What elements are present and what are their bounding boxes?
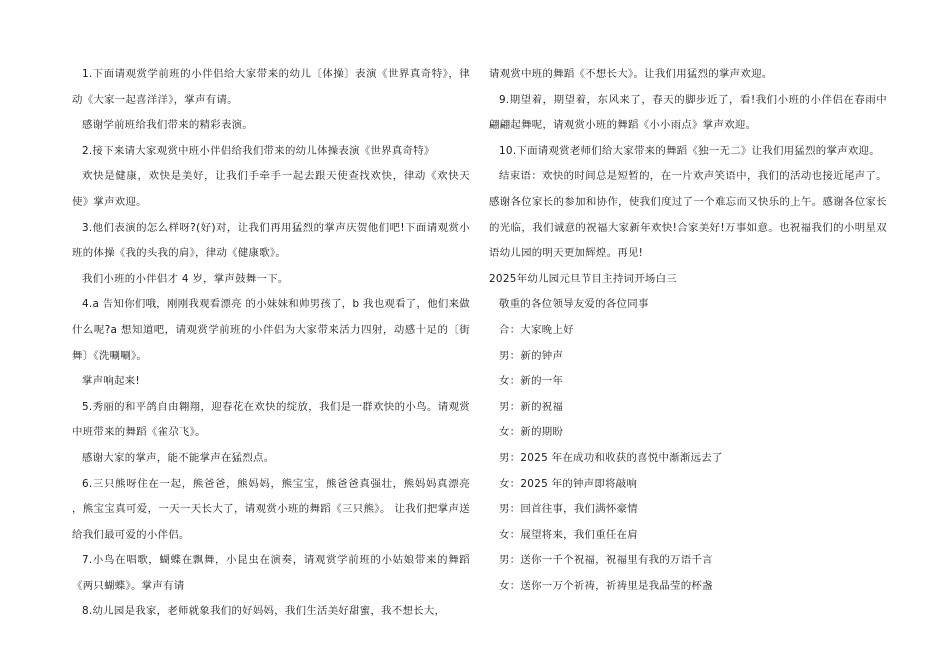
right-column (489, 62, 887, 599)
left-column (72, 62, 470, 625)
paragraph: 9.期望着，期望着，东风来了，春天的脚步近了，看!我们小班的小伴侣在春雨中翩翩起舞呢，请观赏小班的舞蹈《小小雨点》掌声欢迎。 (489, 93, 887, 132)
paragraph: 掌声响起来! (82, 375, 140, 388)
paragraph: 1.下面请观赏学前班的小伴侣给大家带来的幼儿〔体操〕表演《世界真奇特》，律动《大家一起喜洋洋》，掌声有请。 (72, 68, 470, 106)
dialogue-line: 女：展望将来，我们重任在肩 (499, 528, 638, 541)
dialogue-line: 女：2025 年的钟声即将敲响 (499, 477, 638, 490)
paragraph: 8.幼儿园是我家，老师就象我们的好妈妈，我们生活美好甜蜜，我不想长大， (82, 605, 446, 618)
dialogue-line: 男：新的祝福 (499, 400, 564, 413)
paragraph: 4.a 告知你们哦，刚刚我观看漂亮 的小妹妹和帅男孩了，b 我也观看了，他们来做什么呢?a 想知道吧，请观赏学前班的小伴侣为大家带来活力四射，动感十足的〔街舞〕《洗唰唰》。 (72, 298, 470, 362)
paragraph: 感谢大家的掌声，能不能掌声在猛烈点。 (82, 451, 275, 464)
paragraph: 7.小鸟在唱歌，蝴蝶在飘舞，小昆虫在演奏，请观赏学前班的小姑娘带来的舞蹈《两只蝴蝶》。掌声有请 (72, 554, 470, 592)
dialogue-line: 女：送你一万个祈祷，祈祷里是我晶莹的杯盏 (499, 579, 713, 592)
dialogue-line: 男：送你一千个祝福，祝福里有我的万语千言 (499, 554, 713, 567)
dialogue-line: 男：新的钟声 (499, 349, 564, 362)
paragraph: 请观赏中班的舞蹈《不想长大》。让我们用猛烈的掌声欢迎。 (489, 68, 773, 80)
closing-remarks: 结束语：欢快的时间总是短暂的，在一片欢声笑语中，我们的活动也接近尾声了。感谢各位家长的参加和协作，使我们度过了一个难忘而又快乐的上午。感谢各位家长的光临，我们诚意的祝福大家新年欢快!合家美好!万事如意。也祝福我们的小明星双语幼儿园的明天更加辉煌。再见! (489, 170, 887, 260)
paragraph: 欢快是健康，欢快是美好，让我们手牵手一起去跟天使查找欢快，律动《欢快天使》掌声欢迎。 (72, 170, 470, 208)
paragraph: 5.秀丽的和平鸽自由翱翔，迎春花在欢快的绽放，我们是一群欢快的小鸟。请观赏中班带来的舞蹈《雀尕飞》。 (72, 400, 470, 439)
paragraph: 感谢学前班给我们带来的精彩表演。 (82, 119, 254, 132)
dialogue-line: 男：回首往事，我们满怀豪情 (499, 503, 638, 516)
paragraph: 我们小班的小伴侣才 4 岁，掌声鼓舞一下。 (82, 272, 289, 285)
paragraph: 6.三只熊呀住在一起，熊爸爸，熊妈妈，熊宝宝，熊爸爸真强壮，熊妈妈真漂亮 ，熊宝宝真可爱，一天一天长大了，请观赏小班的舞蹈《三只熊》。 让我们把掌声送给我们最可爱的小伴侣。 (72, 477, 470, 541)
section-heading: 2025年幼儿园元旦节目主持词开场白三 (489, 272, 678, 285)
dialogue-line: 女：新的期盼 (499, 426, 564, 439)
greeting-line: 敬重的各位领导友爱的各位同事 (499, 298, 649, 311)
paragraph: 3.他们表演的怎么样呀?(好)对，让我们再用猛烈的掌声庆贺他们吧!下面请观赏小班的体操《我的头我的肩》，律动《健康歌》。 (72, 221, 470, 260)
dialogue-line: 男：2025 年在成功和收获的喜悦中渐渐远去了 (499, 451, 723, 464)
dialogue-line: 合：大家晚上好 (499, 323, 574, 336)
dialogue-line: 女：新的一年 (499, 375, 564, 388)
paragraph: 2.接下来请大家观赏中班小伴侣给我们带来的幼儿体操表演《世界真奇特》 (82, 144, 435, 157)
paragraph: 10.下面请观赏老师们给大家带来的舞蹈《独一无二》让我们用猛烈的掌声欢迎。 (499, 144, 880, 157)
